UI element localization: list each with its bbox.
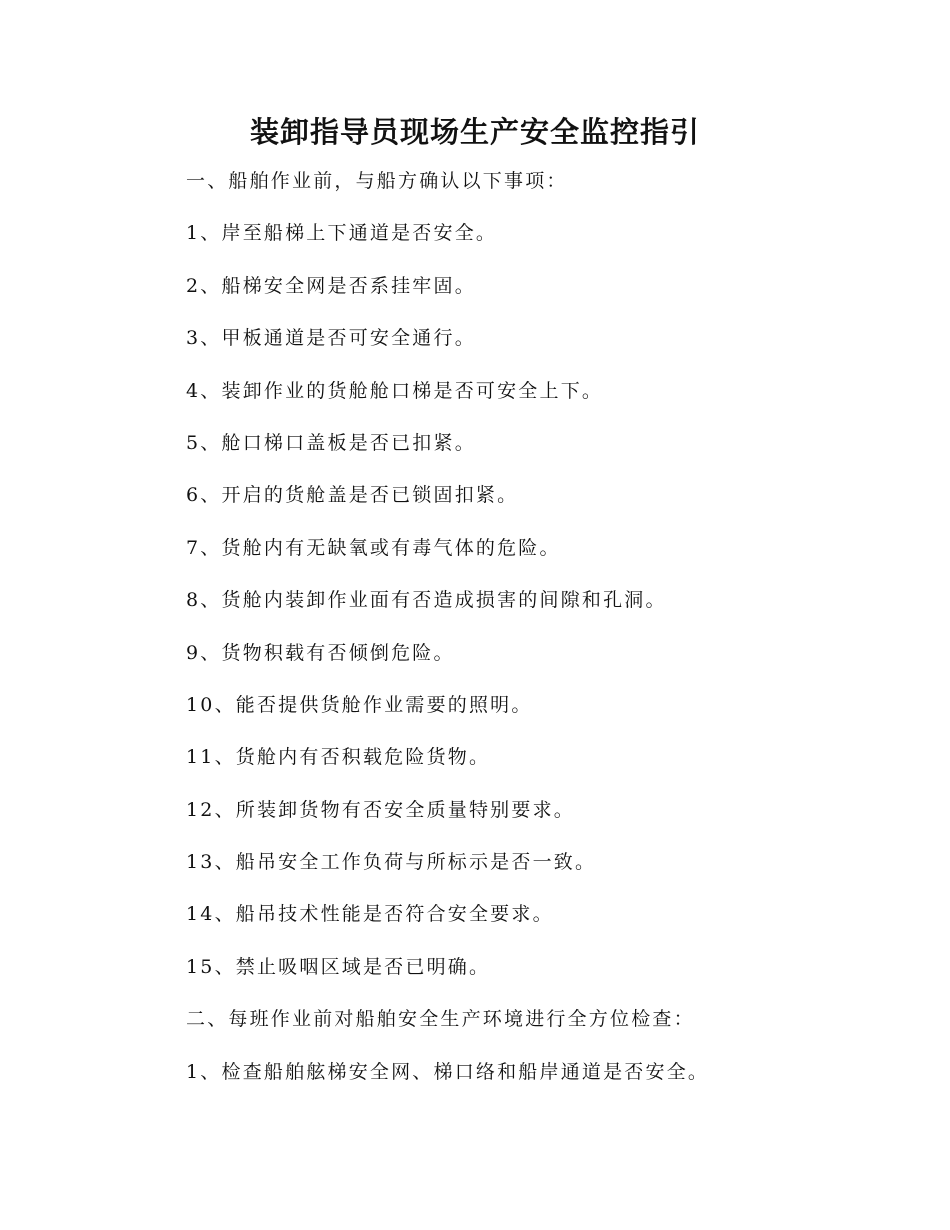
- list-item: 9、货物积载有否倾倒危险。: [186, 641, 455, 664]
- list-item: 8、货舱内装卸作业面有否造成损害的间隙和孔洞。: [186, 589, 667, 612]
- list-item: 10、能否提供货舱作业需要的照明。: [186, 693, 533, 716]
- document-title: 装卸指导员现场生产安全监控指引: [249, 115, 700, 149]
- list-item: 1、检查船舶舷梯安全网、梯口络和船岸通道是否安全。: [186, 1060, 710, 1083]
- list-item: 12、所装卸货物有否安全质量特别要求。: [186, 798, 575, 821]
- section-heading: 二、每班作业前对船舶安全生产环境进行全方位检查：: [186, 1008, 695, 1031]
- list-item: 11、货舱内有否积载危险货物。: [186, 746, 491, 769]
- list-item: 14、船吊技术性能是否符合安全要求。: [186, 903, 554, 926]
- list-item: 13、船吊安全工作负荷与所标示是否一致。: [186, 851, 597, 874]
- list-item: 15、禁止吸咽区域是否已明确。: [186, 955, 491, 978]
- list-item: 6、开启的货舱盖是否已锁固扣紧。: [186, 484, 519, 507]
- section-heading: 一、船舶作业前，与船方确认以下事项：: [186, 170, 568, 192]
- list-item: 3、甲板通道是否可安全通行。: [186, 327, 476, 350]
- list-item: 5、舱口梯口盖板是否已扣紧。: [186, 431, 476, 454]
- list-item: 7、货舱内有无缺氧或有毒气体的危险。: [186, 536, 561, 559]
- document-body: [186, 168, 906, 1111]
- list-item: 4、装卸作业的货舱舱口梯是否可安全上下。: [186, 379, 604, 402]
- list-item: 2、船梯安全网是否系挂牢固。: [186, 274, 476, 297]
- list-item: 1、岸至船梯上下通道是否安全。: [186, 222, 498, 245]
